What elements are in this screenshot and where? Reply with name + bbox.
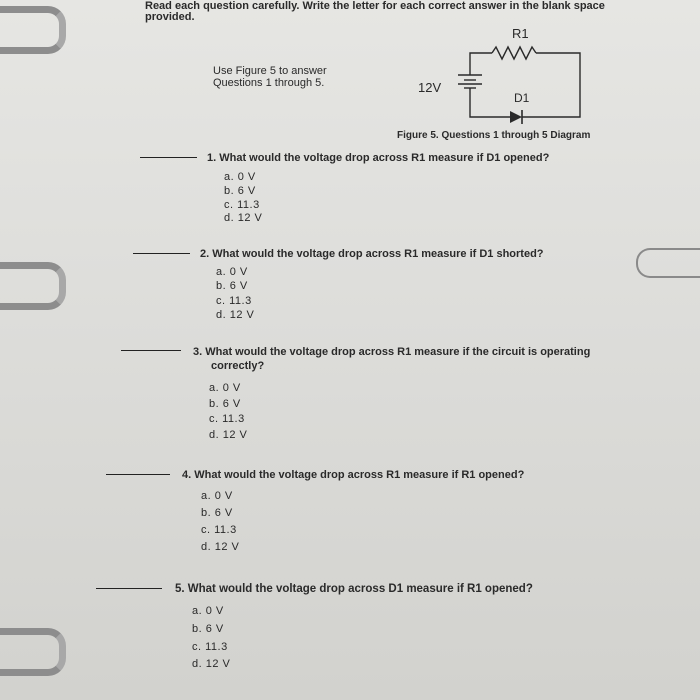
q2-option-b: b. 6 V — [216, 280, 248, 292]
question-5: 5. What would the voltage drop across D1 measure if R1 opened? — [175, 583, 533, 595]
question-2: 2. What would the voltage drop across R1 measure if D1 shorted? — [200, 248, 544, 260]
figure-note-line-1: Use Figure 5 to answer — [213, 65, 327, 77]
question-3: 3. What would the voltage drop across R1 measure if the circuit is operating — [193, 346, 591, 358]
q5-option-d: d. 12 V — [192, 658, 231, 670]
q4-option-c: c. 11.3 — [201, 524, 237, 536]
question-4: 4. What would the voltage drop across R1 measure if R1 opened? — [182, 469, 525, 481]
wire-left-top — [470, 53, 492, 75]
answer-blank-4[interactable] — [106, 474, 170, 475]
q4-option-a: a. 0 V — [201, 490, 233, 502]
wire-bottom-left — [470, 88, 510, 117]
binder-ring-top — [0, 6, 66, 54]
q4-option-b: b. 6 V — [201, 507, 233, 519]
q1-option-d: d. 12 V — [224, 212, 263, 224]
resistor-label: R1 — [512, 26, 529, 41]
circuit-diagram — [410, 22, 600, 127]
q2-option-c: c. 11.3 — [216, 295, 252, 307]
q5-option-a: a. 0 V — [192, 605, 224, 617]
binder-ring-bottom — [0, 628, 66, 676]
instructions-line-1: Read each question carefully. Write the letter for each correct answer in the blank space — [145, 0, 605, 12]
q1-option-b: b. 6 V — [224, 185, 256, 197]
q2-option-a: a. 0 V — [216, 266, 248, 278]
q5-option-c: c. 11.3 — [192, 641, 228, 653]
q4-option-d: d. 12 V — [201, 541, 240, 553]
answer-blank-3[interactable] — [121, 350, 181, 351]
battery-label: 12V — [418, 80, 442, 95]
diode-triangle — [510, 111, 522, 123]
wire-right — [536, 53, 580, 117]
paper-clip — [636, 248, 700, 278]
binder-ring-middle — [0, 262, 66, 310]
resistor-r1-symbol — [492, 47, 536, 59]
figure-caption: Figure 5. Questions 1 through 5 Diagram — [397, 130, 591, 141]
question-1: 1. What would the voltage drop across R1 measure if D1 opened? — [207, 152, 550, 164]
instructions-line-2: provided. — [145, 11, 195, 23]
q3-option-a: a. 0 V — [209, 382, 241, 394]
answer-blank-1[interactable] — [140, 157, 197, 158]
q3-option-b: b. 6 V — [209, 398, 241, 410]
question-3-continued: correctly? — [211, 360, 265, 372]
q1-option-c: c. 11.3 — [224, 199, 260, 211]
q2-option-d: d. 12 V — [216, 309, 255, 321]
answer-blank-5[interactable] — [96, 588, 162, 589]
answer-blank-2[interactable] — [133, 253, 190, 254]
q1-option-a: a. 0 V — [224, 171, 256, 183]
q5-option-b: b. 6 V — [192, 623, 224, 635]
q3-option-d: d. 12 V — [209, 429, 248, 441]
q3-option-c: c. 11.3 — [209, 413, 245, 425]
diode-label: D1 — [514, 91, 530, 105]
figure-note-line-2: Questions 1 through 5. — [213, 77, 325, 89]
